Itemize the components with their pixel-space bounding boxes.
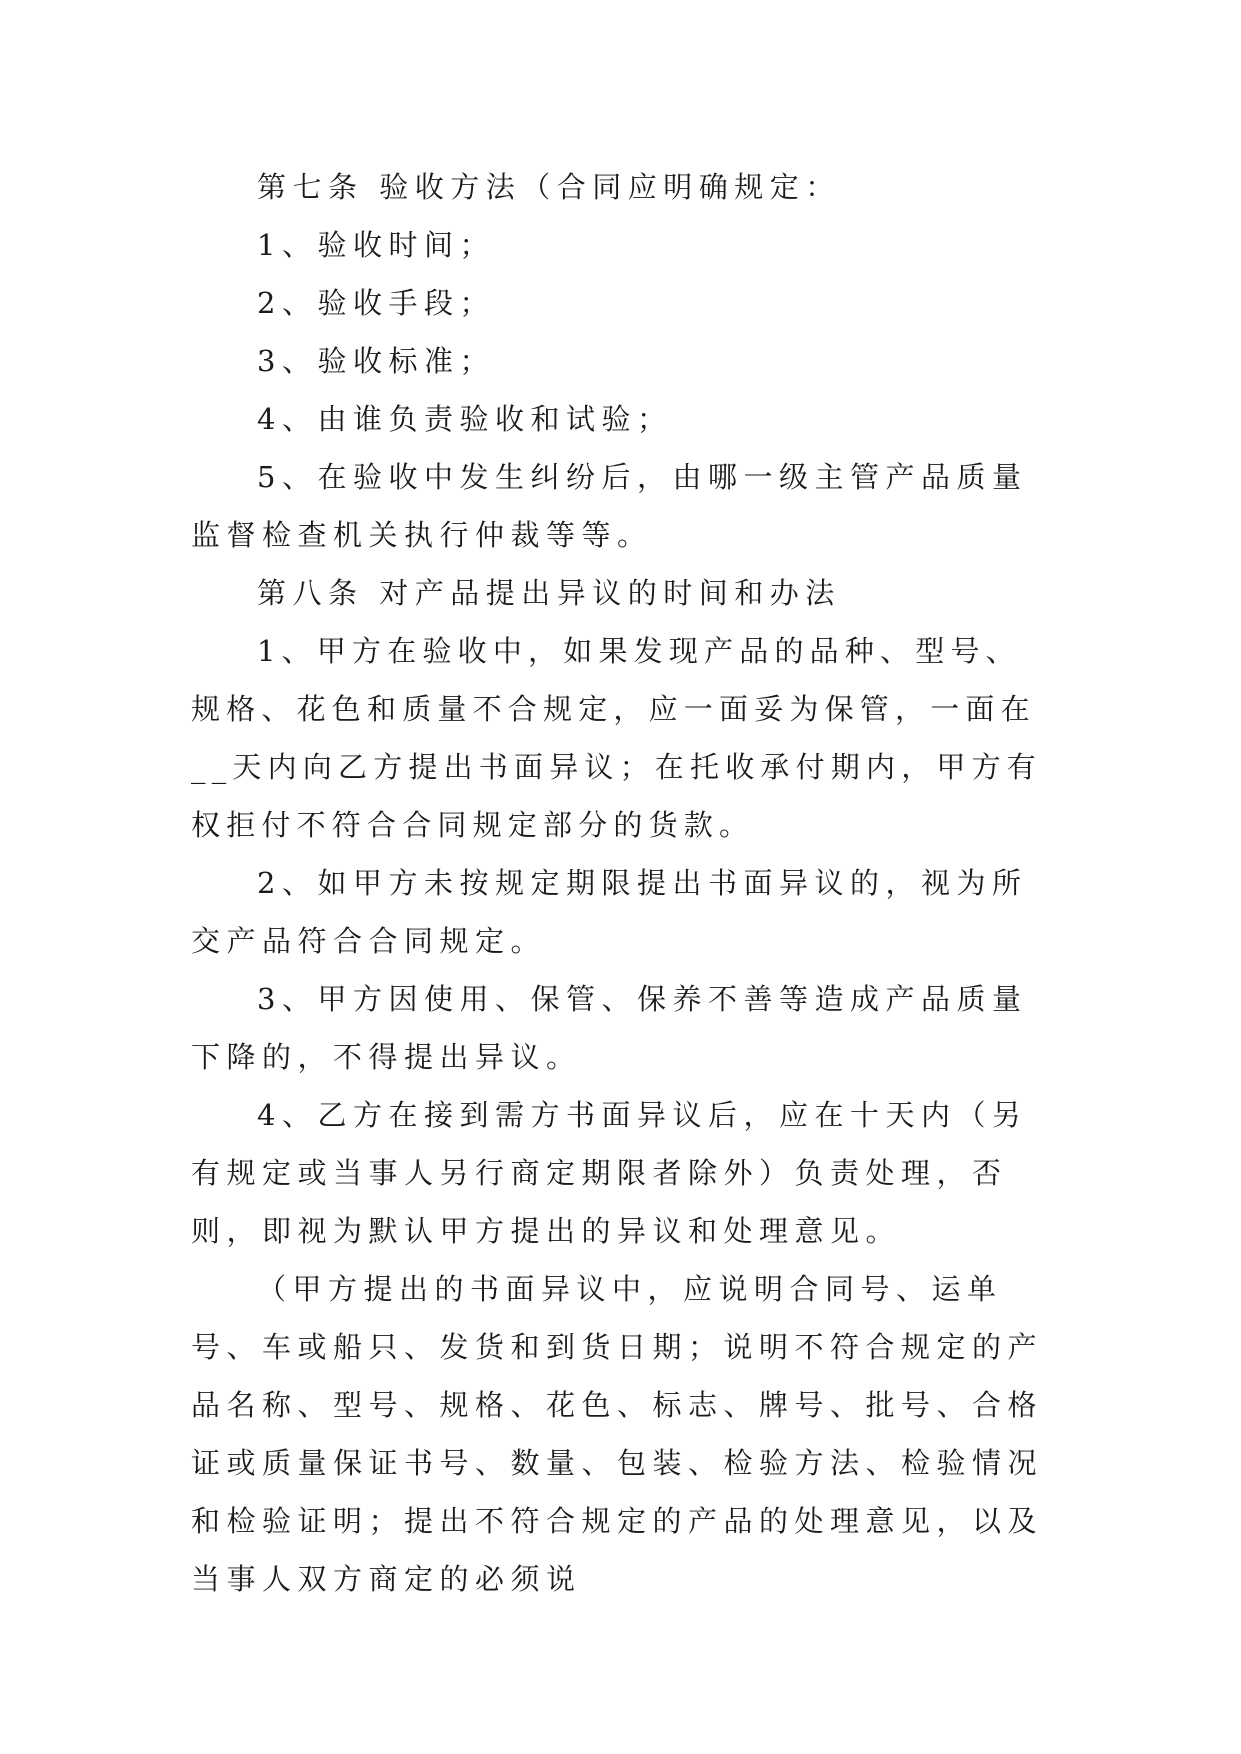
article-8-item-2: 2、如甲方未按规定期限提出书面异议的，视为所交产品符合合同规定。 [191,866,1028,958]
article-7-item-2: 2、验收手段； [257,286,495,320]
article-7-item-4: 4、由谁负责验收和试验； [257,402,673,436]
article-8-item-4: 4、乙方在接到需方书面异议后，应在十天内（另有规定或当事人另行商定期限者除外）负责处理，否则，即视为默认甲方提出的异议和处理意见。 [191,1098,1028,1248]
article-7-heading: 第七条 验收方法（合同应明确规定： [257,170,841,204]
article-7-item-1: 1、验收时间； [257,228,495,262]
article-8-note: （甲方提出的书面异议中，应说明合同号、运单号、车或船只、发货和到货日期；说明不符合规定的产品名称、型号、规格、花色、标志、牌号、批号、合格证或质量保证书号、数量、包装、检验方法、检验情况和检验证明；提出不符合规定的产品的处理意见，以及当事人双方商定的必须说 [191,1272,1044,1596]
article-8-heading: 第八条 对产品提出异议的时间和办法 [257,576,841,610]
article-8-item-3: 3、甲方因使用、保管、保养不善等造成产品质量下降的，不得提出异议。 [191,982,1028,1074]
document-body [191,158,1047,1608]
article-8-item-1: 1、甲方在验收中，如果发现产品的品种、型号、规格、花色和质量不合规定，应一面妥为保管，一面在__天内向乙方提出书面异议；在托收承付期内，甲方有权拒付不符合合同规定部分的货款。 [191,634,1043,842]
article-7-item-5: 5、在验收中发生纠纷后，由哪一级主管产品质量监督检查机关执行仲裁等等。 [191,460,1028,552]
article-7-item-3: 3、验收标准； [257,344,495,378]
